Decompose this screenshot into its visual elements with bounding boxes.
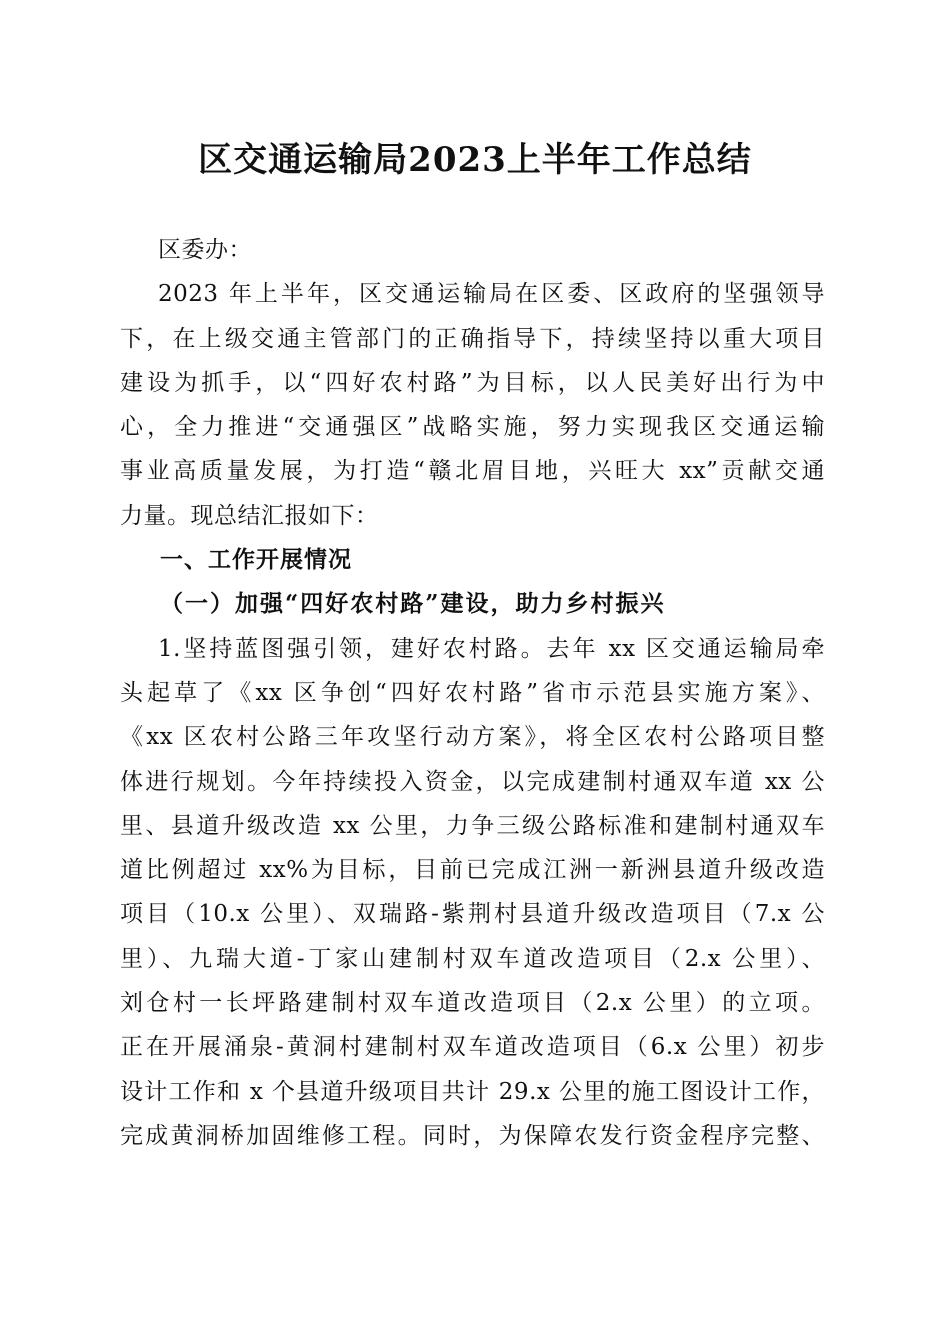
item-line: 体进行规划。今年持续投入资金，以完成建制村通双车道 xx 公 (120, 768, 825, 795)
intro-line: 力量。现总结汇报如下： (120, 502, 379, 529)
item-line: 里、县道升级改造 xx 公里，力争三级公路标准和建制村通双车 (120, 812, 825, 839)
section-heading: 一、工作开展情况 (160, 547, 352, 574)
intro-line: 下，在上级交通主管部门的正确指导下，持续坚持以重大项目 (120, 325, 825, 352)
item-line: 里）、九瑞大道-丁家山建制村双车道改造项目（2.x 公里）、 (120, 945, 825, 972)
item-line: 《xx 区农村公路三年攻坚行动方案》，将全区农村公路项目整 (120, 724, 825, 751)
item-line: 1.坚持蓝图强引领，建好农村路。去年 xx 区交通运输局牵 (158, 635, 825, 662)
intro-line: 心，全力推进“交通强区”战略实施，努力实现我区交通运输 (120, 414, 825, 441)
salutation: 区委办： (158, 237, 252, 263)
intro-line: 2023 年上半年，区交通运输局在区委、区政府的坚强领导 (158, 281, 825, 308)
document-title: 区交通运输局2023上半年工作总结 (198, 140, 752, 180)
item-line: 完成黄洞桥加固维修工程。同时，为保障农发行资金程序完整、 (120, 1122, 825, 1149)
intro-line: 建设为抓手，以“四好农村路”为目标，以人民美好出行为中 (120, 369, 825, 396)
intro-line: 事业高质量发展，为打造“赣北眉目地，兴旺大 xx”贡献交通 (120, 458, 825, 485)
item-line: 刘仓村一长坪路建制村双车道改造项目（2.x 公里）的立项。 (120, 990, 825, 1017)
item-line: 设计工作和 x 个县道升级项目共计 29.x 公里的施工图设计工作， (120, 1078, 825, 1105)
item-line: 头起草了《xx 区争创“四好农村路”省市示范县实施方案》、 (120, 679, 825, 706)
item-line: 正在开展涌泉-黄洞村建制村双车道改造项目（6.x 公里）初步 (120, 1034, 825, 1061)
item-line: 项目（10.x 公里）、双瑞路-紫荆村县道升级改造项目（7.x 公 (120, 901, 825, 928)
subsection-heading: （一）加强“四好农村路”建设，助力乡村振兴 (160, 590, 666, 618)
document-body (120, 228, 825, 1158)
item-line: 道比例超过 xx%为目标，目前已完成江洲一新洲县道升级改造 (120, 857, 825, 884)
